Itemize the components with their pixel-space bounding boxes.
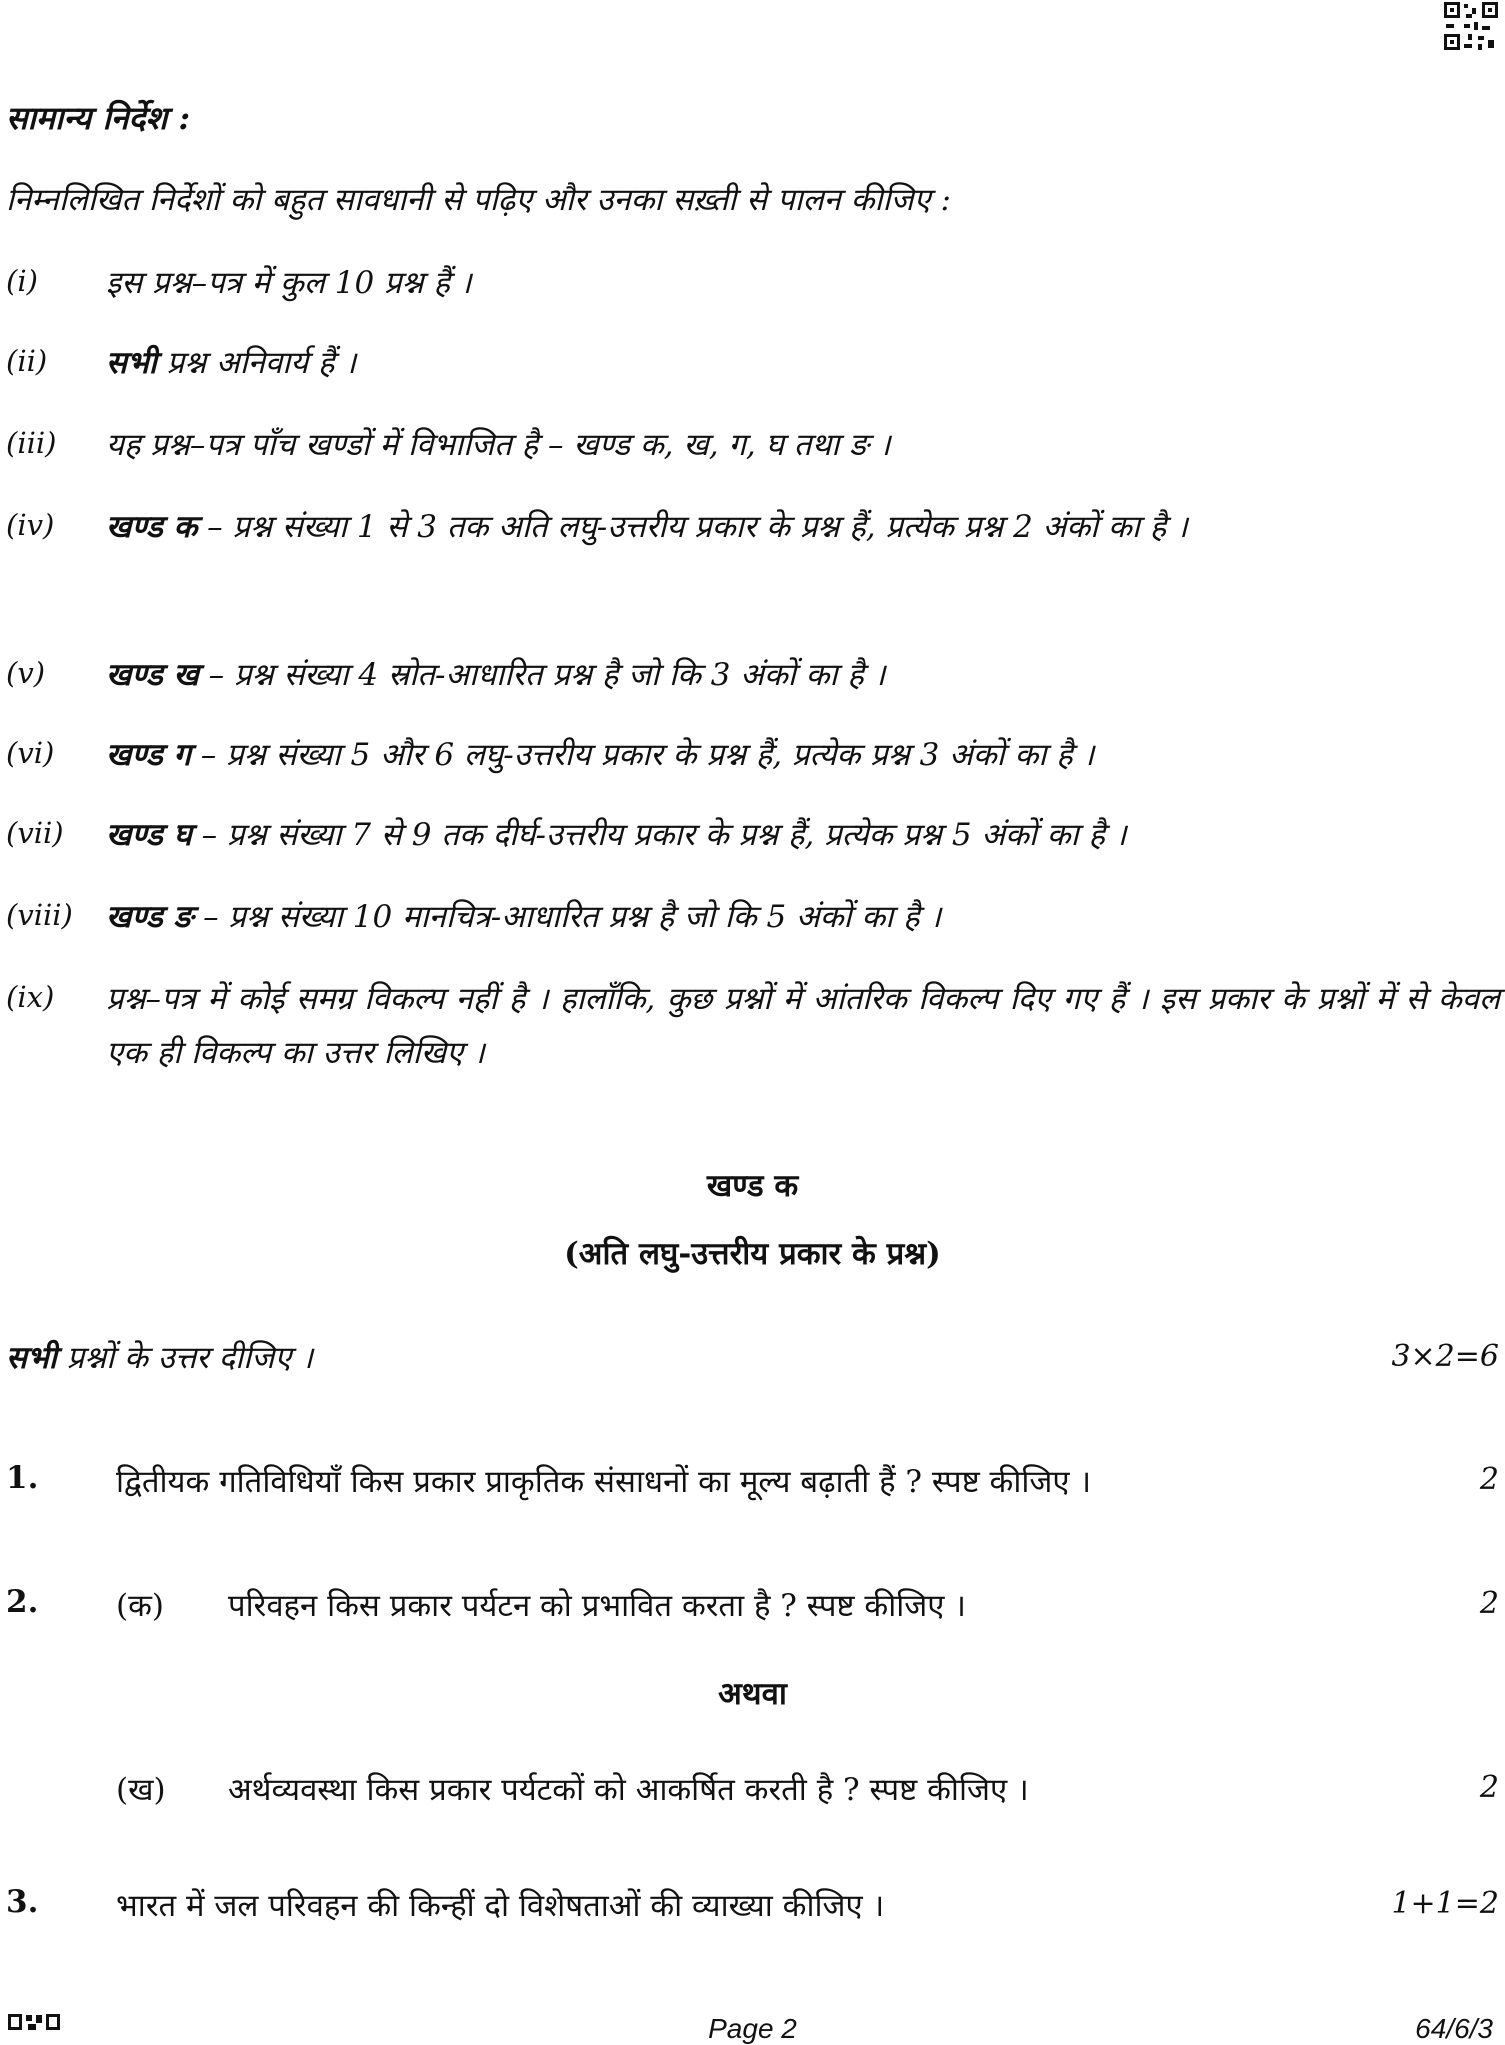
instruction-text: यह प्रश्न–पत्र पाँच खण्डों में विभाजित है – खण्ड क, ख, ग, घ तथा ङ । <box>106 427 891 463</box>
instruction-number: (ii) <box>6 344 48 378</box>
instruction-number: (v) <box>6 656 46 690</box>
question-option-label: (क) <box>116 1588 164 1624</box>
section-subtitle: (अति लघु-उत्तरीय प्रकार के प्रश्न) <box>564 1236 941 1272</box>
instruction-number: (vii) <box>6 816 64 850</box>
section-title: खण्ड क <box>706 1168 799 1204</box>
instruction-text: खण्ड ङ – प्रश्न संख्या 10 मानचित्र-आधारित प्रश्न है जो कि 5 अंकों का है । <box>106 899 942 935</box>
question-text: अर्थव्यवस्था किस प्रकार पर्यटकों को आकर्षित करती है ? स्पष्ट कीजिए । <box>228 1772 1029 1808</box>
question-marks: 2 <box>1479 1586 1499 1621</box>
instructions-intro: निम्नलिखित निर्देशों को बहुत सावधानी से पढ़िए और उनका सख़्ती से पालन कीजिए : <box>6 182 951 218</box>
instruction-number: (vi) <box>6 736 55 770</box>
instruction-text: खण्ड ग – प्रश्न संख्या 5 और 6 लघु-उत्तरीय प्रकार के प्रश्न हैं, प्रत्येक प्रश्न 3 अंकों का है । <box>106 737 1095 773</box>
question-option-label: (ख) <box>116 1772 166 1808</box>
instruction-text: इस प्रश्न–पत्र में कुल 10 प्रश्न हैं । <box>106 265 472 301</box>
section-marks: 3×2=6 <box>1391 1339 1499 1374</box>
instruction-text: खण्ड क – प्रश्न संख्या 1 से 3 तक अति लघु-उत्तरीय प्रकार के प्रश्न हैं, प्रत्येक प्रश्न 2 अंकों का है । <box>106 509 1188 545</box>
general-instructions-heading: सामान्य निर्देश : <box>6 99 191 137</box>
question-marks: 2 <box>1479 1462 1499 1497</box>
instruction-number: (iv) <box>6 508 55 542</box>
paper-code: 64/6/3 <box>1415 2013 1493 2044</box>
page-number: Page 2 <box>708 2013 797 2044</box>
instruction-number: (i) <box>6 264 38 298</box>
qr-code-icon <box>1442 0 1500 52</box>
instruction-text: सभी प्रश्न अनिवार्य हैं । <box>106 345 357 381</box>
answer-all-instruction: सभी प्रश्नों के उत्तर दीजिए । <box>6 1340 313 1376</box>
instruction-text: प्रश्न–पत्र में कोई समग्र विकल्प नहीं है । हालाँकि, कुछ प्रश्नों में आंतरिक विकल्प दिए गए हैं । इस प्रकार के प्रश्नों में से केवल एक ही विकल्प का उत्तर लिखिए । <box>106 981 1500 1072</box>
question-number: 2. <box>6 1584 39 1620</box>
or-separator: अथवा <box>718 1676 787 1712</box>
instruction-text: खण्ड ख – प्रश्न संख्या 4 स्रोत-आधारित प्रश्न है जो कि 3 अंकों का है । <box>106 657 886 693</box>
instruction-text: खण्ड घ – प्रश्न संख्या 7 से 9 तक दीर्घ-उत्तरीय प्रकार के प्रश्न हैं, प्रत्येक प्रश्न 5 अंकों का है । <box>106 817 1127 853</box>
question-text: परिवहन किस प्रकार पर्यटन को प्रभावित करता है ? स्पष्ट कीजिए । <box>228 1588 967 1624</box>
instruction-number: (ix) <box>6 980 55 1014</box>
question-marks: 2 <box>1479 1770 1499 1805</box>
question-text: भारत में जल परिवहन की किन्हीं दो विशेषताओं की व्याख्या कीजिए । <box>116 1888 885 1924</box>
question-number: 1. <box>6 1460 39 1496</box>
instruction-number: (viii) <box>6 898 73 932</box>
question-text: द्वितीयक गतिविधियाँ किस प्रकार प्राकृतिक संसाधनों का मूल्य बढ़ाती हैं ? स्पष्ट कीजिए । <box>116 1464 1092 1500</box>
instruction-number: (iii) <box>6 426 57 460</box>
question-marks: 1+1=2 <box>1391 1886 1499 1921</box>
question-number: 3. <box>6 1884 39 1920</box>
